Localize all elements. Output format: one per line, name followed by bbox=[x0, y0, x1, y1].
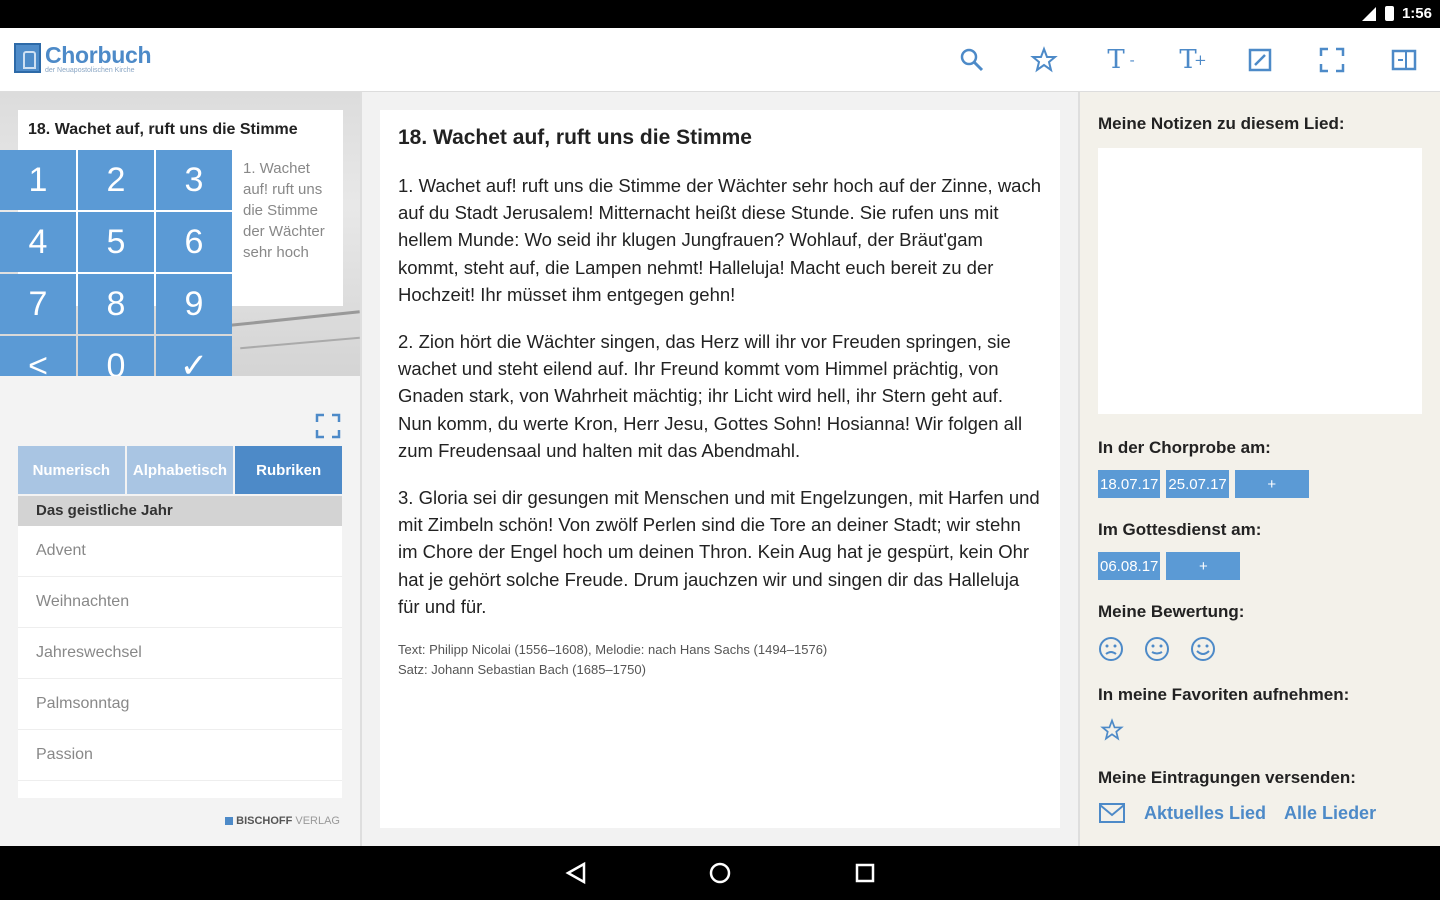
fullscreen-icon bbox=[1318, 46, 1346, 74]
key-6[interactable]: 6 bbox=[156, 212, 232, 272]
sidebar-toggle-button[interactable] bbox=[1368, 28, 1440, 92]
text-smaller-icon: T - bbox=[1107, 45, 1135, 75]
edit-note-button[interactable] bbox=[1224, 28, 1296, 92]
gottesdienst-label: Im Gottesdienst am: bbox=[1098, 520, 1262, 539]
key-8[interactable]: 8 bbox=[78, 274, 154, 334]
index-tabs bbox=[18, 446, 342, 494]
song-title: 18. Wachet auf, ruft uns die Stimme bbox=[398, 126, 752, 149]
list-item-passion[interactable]: Passion bbox=[18, 730, 342, 781]
gottesdienst-dates bbox=[1098, 552, 1240, 580]
left-panel bbox=[0, 92, 360, 846]
key-3[interactable]: 3 bbox=[156, 150, 232, 210]
photo-detail bbox=[230, 310, 360, 327]
notes-panel bbox=[1080, 92, 1440, 846]
send-options bbox=[1098, 802, 1376, 824]
song-page bbox=[380, 110, 1060, 828]
chorprobe-dates bbox=[1098, 470, 1309, 498]
home-icon[interactable] bbox=[708, 861, 732, 885]
app-subtitle: der Neuapostolischen Kirche bbox=[45, 67, 135, 74]
fullscreen-button[interactable] bbox=[1296, 28, 1368, 92]
happy-face-icon[interactable] bbox=[1190, 636, 1216, 662]
notes-field[interactable] bbox=[1098, 148, 1422, 414]
toolbar bbox=[936, 28, 1440, 92]
add-chorprobe-date-button[interactable]: + bbox=[1235, 470, 1309, 498]
app-logo bbox=[14, 43, 151, 75]
send-all-songs-link[interactable]: Alle Lieder bbox=[1284, 802, 1377, 823]
key-backspace[interactable]: < bbox=[0, 336, 76, 376]
preview-title: 18. Wachet auf, ruft uns die Stimme bbox=[28, 121, 298, 138]
search-button[interactable] bbox=[936, 28, 1008, 92]
sidebar-toggle-icon bbox=[1390, 46, 1418, 74]
rating-options bbox=[1098, 636, 1216, 662]
favorite-star-icon[interactable] bbox=[1100, 718, 1124, 742]
number-keypad bbox=[0, 150, 236, 376]
mail-icon[interactable] bbox=[1098, 802, 1126, 824]
favorites-button[interactable] bbox=[1008, 28, 1080, 92]
search-icon bbox=[958, 46, 986, 74]
neutral-face-icon[interactable] bbox=[1144, 636, 1170, 662]
list-item-jahreswechsel[interactable]: Jahreswechsel bbox=[18, 628, 342, 679]
date-chip[interactable]: 18.07.17 bbox=[1098, 470, 1160, 498]
key-5[interactable]: 5 bbox=[78, 212, 154, 272]
text-smaller-button[interactable] bbox=[1080, 28, 1152, 92]
text-larger-button[interactable] bbox=[1152, 28, 1224, 92]
category-list bbox=[18, 526, 342, 798]
tab-rubriken[interactable]: Rubriken bbox=[235, 446, 342, 494]
credit-text: Text: Philipp Nicolai (1556–1608), Melodie: nach Hans Sachs (1494–1576) bbox=[398, 642, 828, 658]
app-bar bbox=[0, 28, 1440, 92]
system-nav-bar bbox=[0, 846, 1440, 900]
list-item-weihnachten[interactable]: Weihnachten bbox=[18, 577, 342, 628]
key-0[interactable]: 0 bbox=[78, 336, 154, 376]
send-current-song-link[interactable]: Aktuelles Lied bbox=[1144, 802, 1267, 823]
edit-note-icon bbox=[1246, 46, 1274, 74]
tab-alphabetisch[interactable]: Alphabetisch bbox=[127, 446, 234, 494]
verse-3: 3. Gloria sei dir gesungen mit Menschen und mit Engelzungen, mit Harfen und mit Zimbeln schön! Von zwölf Perlen sind die Tore an deiner Stadt; wir stehn im Chore der Engel hoch um deinen Thron. Kein Aug hat je gespürt, kein Ohr hat je gehört solche Freude. Drum jauchzen wir und singen dir das Halleluja für und für. bbox=[398, 487, 1040, 617]
status-time: 1:56 bbox=[1401, 5, 1432, 22]
list-item-palmsonntag[interactable]: Palmsonntag bbox=[18, 679, 342, 730]
tab-numerisch[interactable]: Numerisch bbox=[18, 446, 125, 494]
expand-icon[interactable] bbox=[314, 412, 342, 440]
key-7[interactable]: 7 bbox=[0, 274, 76, 334]
battery-icon bbox=[1385, 6, 1394, 21]
section-header: Das geistliche Jahr bbox=[18, 496, 342, 526]
church-logo-icon bbox=[14, 43, 41, 73]
signal-icon bbox=[1361, 6, 1377, 22]
date-chip[interactable]: 25.07.17 bbox=[1166, 470, 1228, 498]
recents-icon[interactable] bbox=[853, 861, 877, 885]
publisher-mark-icon bbox=[225, 817, 233, 825]
choir-photo bbox=[0, 92, 360, 376]
verse-2: 2. Zion hört die Wächter singen, das Herz will ihr vor Freuden springen, sie wachet und steht eilend auf. Ihr Freund kommt vom Himmel prächtig, von Gnaden stark, von Wahrheit mächtig; ihr Licht wird hell, ihr Stern geht auf. Nun komm, du werte Kron, Herr Jesu, Gottes Sohn! Hosianna! Wir folgen all zum Freudensaal und halten mit das Abendmahl. bbox=[398, 331, 1023, 461]
list-item-advent[interactable]: Advent bbox=[18, 526, 342, 577]
verse-1: 1. Wachet auf! ruft uns die Stimme der Wächter sehr hoch auf der Zinne, wach auf du Stadt Jerusalem! Mitternacht heißt diese Stunde. Sie rufen uns mit hellem Munde: Wo seid ihr klugen Jungfrauen? Wohlauf, der Bräut'gam kommt, steht auf, die Lampen nehmt! Halleluja! Macht euch bereit zu der Hochzeit! Ihr müsset ihm entgegen gehn! bbox=[398, 175, 1042, 305]
publisher-name: BISCHOFF bbox=[236, 815, 293, 827]
add-gottesdienst-date-button[interactable]: + bbox=[1166, 552, 1240, 580]
key-9[interactable]: 9 bbox=[156, 274, 232, 334]
credit-setting: Satz: Johann Sebastian Bach (1685–1750) bbox=[398, 662, 646, 678]
send-label: Meine Eintragungen versenden: bbox=[1098, 768, 1356, 787]
song-panel bbox=[362, 92, 1078, 846]
photo-detail bbox=[240, 337, 360, 349]
chorprobe-label: In der Chorprobe am: bbox=[1098, 438, 1271, 457]
sad-face-icon[interactable] bbox=[1098, 636, 1124, 662]
publisher-suffix: VERLAG bbox=[295, 815, 340, 827]
star-icon bbox=[1030, 46, 1058, 74]
date-chip[interactable]: 06.08.17 bbox=[1098, 552, 1160, 580]
text-larger-icon: T + bbox=[1179, 45, 1207, 75]
preview-text: 1. Wachet auf! ruft uns die Stimme der Wächter sehr hoch bbox=[243, 160, 325, 261]
favorites-label: In meine Favoriten aufnehmen: bbox=[1098, 685, 1350, 704]
status-bar bbox=[0, 0, 1440, 28]
key-2[interactable]: 2 bbox=[78, 150, 154, 210]
notes-label: Meine Notizen zu diesem Lied: bbox=[1098, 114, 1345, 133]
key-confirm[interactable]: ✓ bbox=[156, 336, 232, 376]
song-credits bbox=[398, 640, 1042, 680]
publisher-logo bbox=[225, 815, 340, 827]
app-title: Chorbuch bbox=[45, 42, 152, 68]
rating-label: Meine Bewertung: bbox=[1098, 602, 1245, 621]
back-icon[interactable] bbox=[564, 861, 588, 885]
status-icons bbox=[1361, 5, 1432, 22]
key-1[interactable]: 1 bbox=[0, 150, 76, 210]
key-4[interactable]: 4 bbox=[0, 212, 76, 272]
